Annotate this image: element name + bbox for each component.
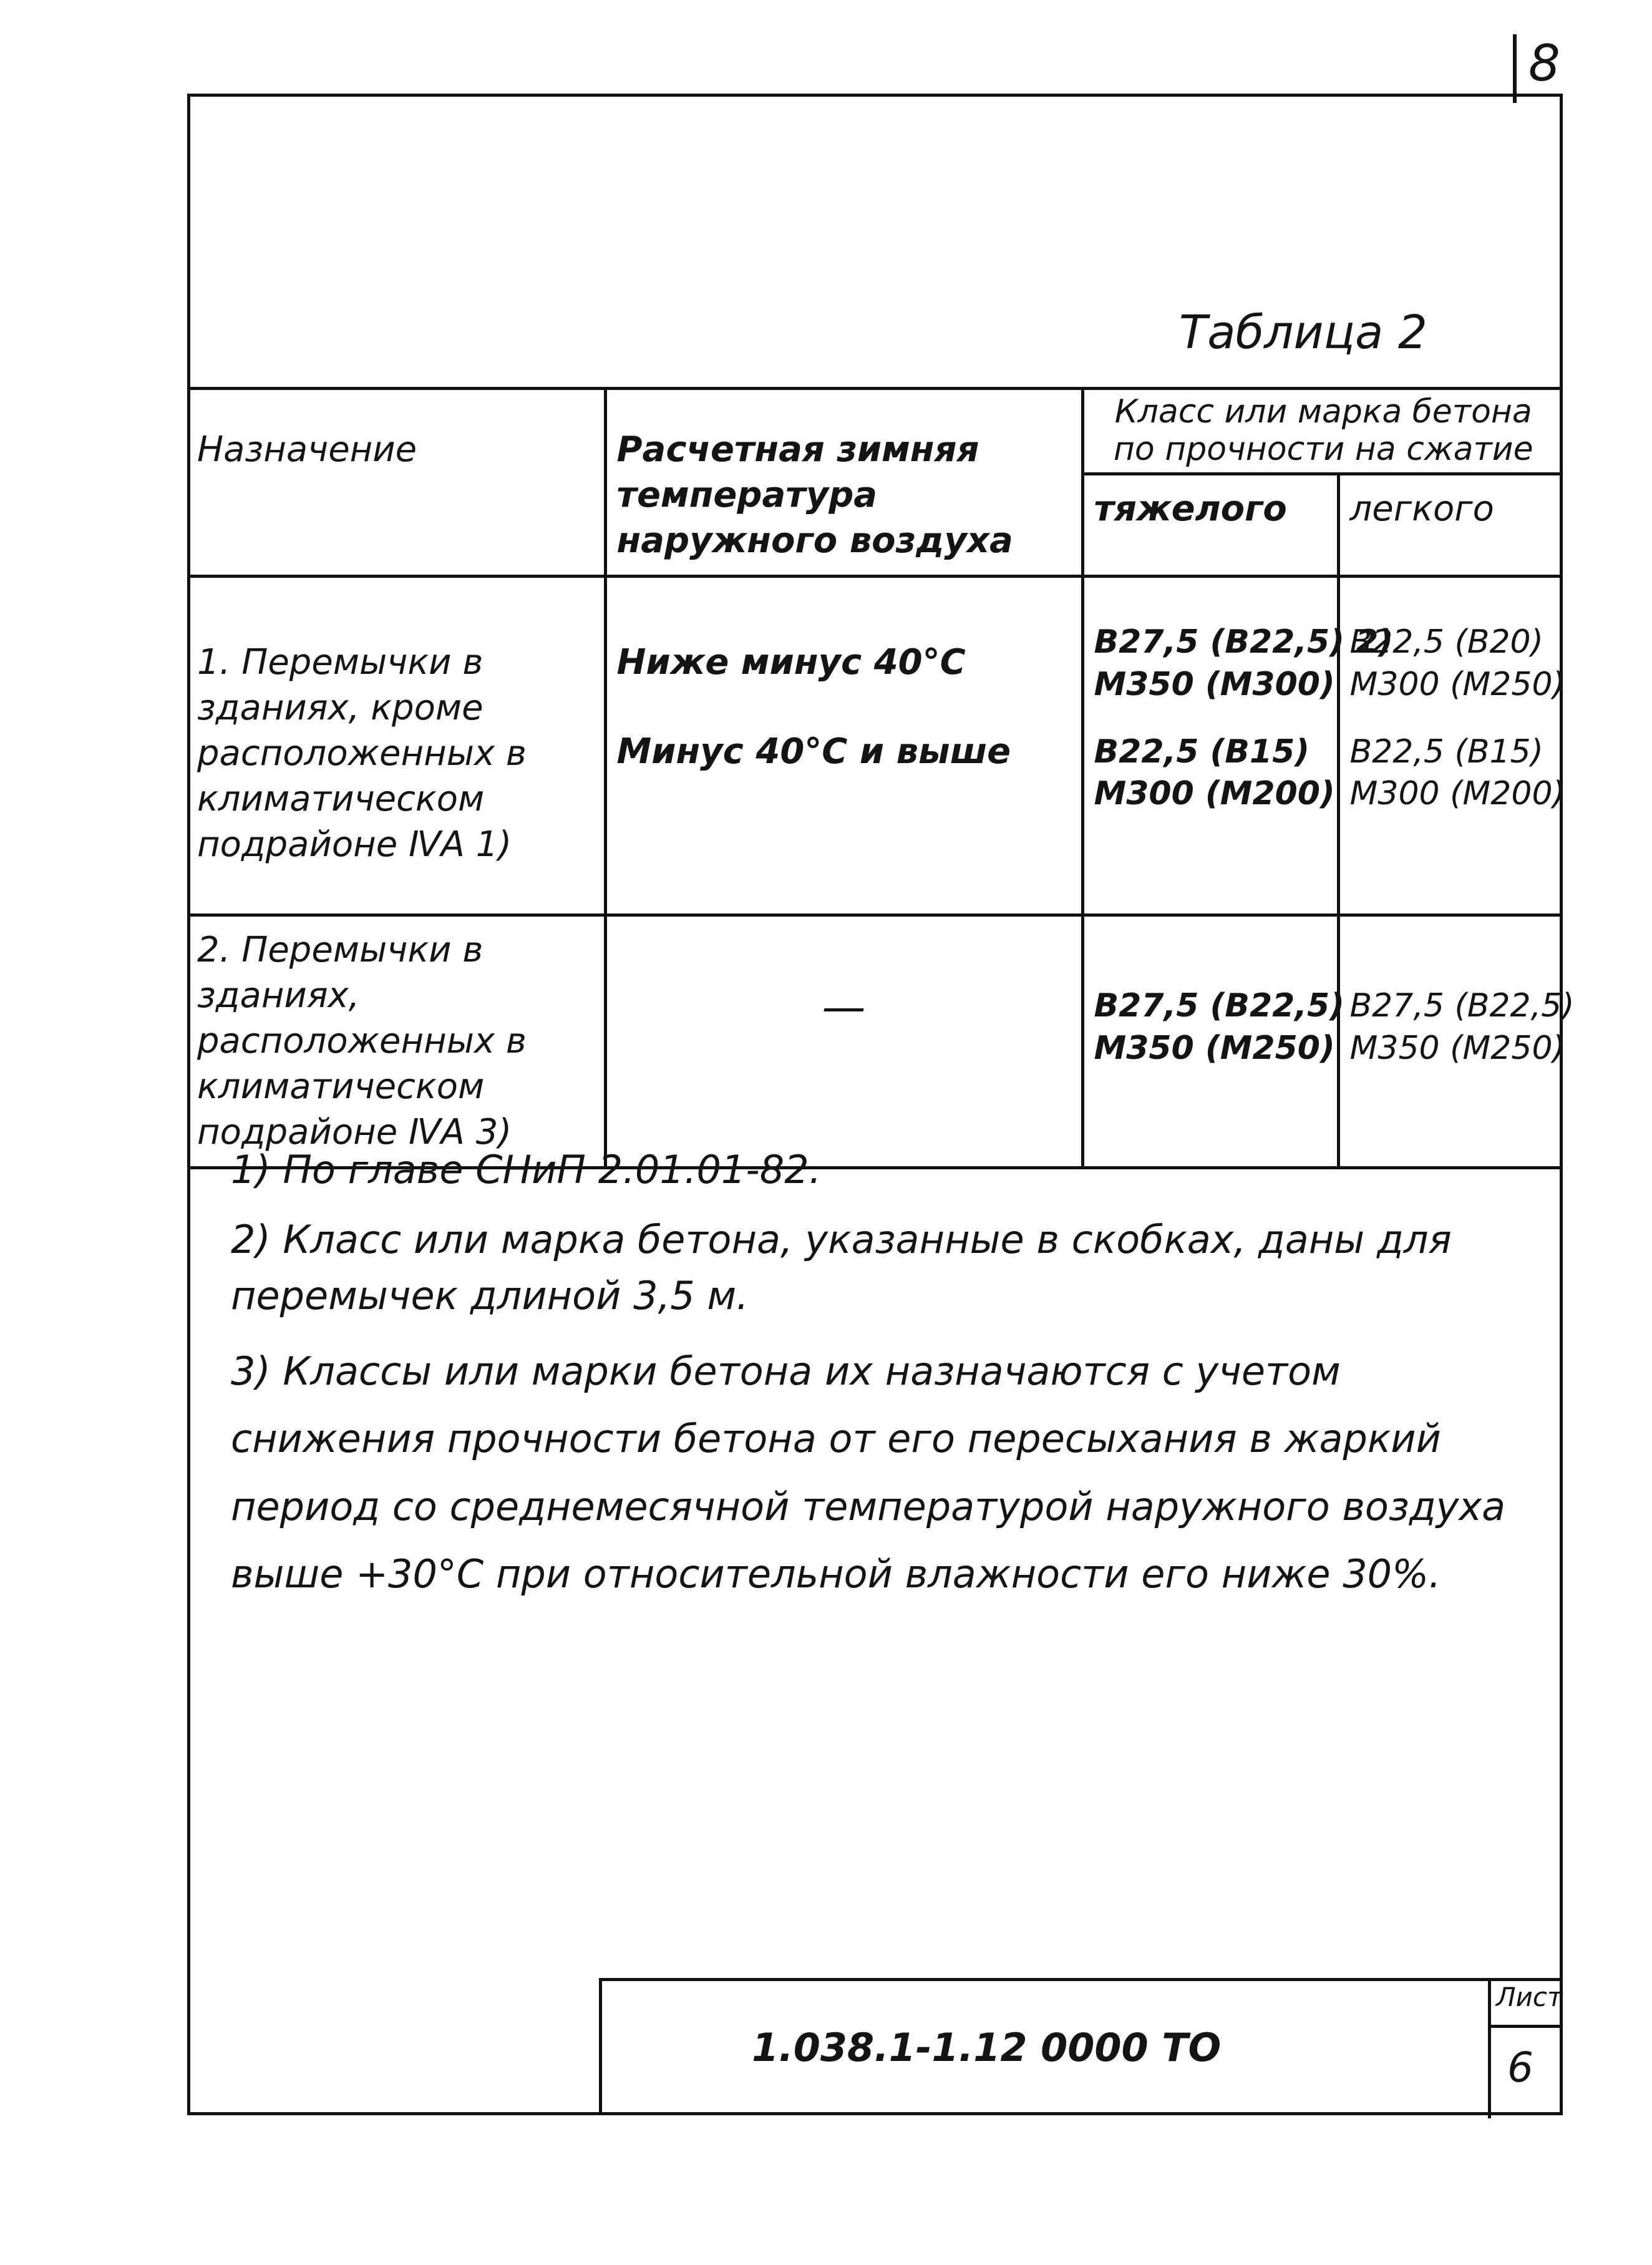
row-2-temperature: — (605, 915, 1082, 1168)
document-code: 1.038.1-1.12 0000 ТО (752, 2025, 1222, 2070)
row-1-light-1-class: В22,5 (В20) (1349, 623, 1543, 661)
footnote-2: 2) Класс или марка бетона, указанные в скобках, даны для перемычек длиной 3,5 м. (231, 1216, 1452, 1318)
row-1-heavy-2-grade: М300 (М200) (1094, 775, 1335, 813)
row-1-temperature (605, 577, 1082, 915)
row-1-light (1338, 577, 1563, 915)
row-1-light-1-grade: М300 (М250) (1349, 665, 1565, 703)
sheet-label: Лист (1496, 1982, 1563, 2012)
table-row (187, 915, 1563, 1168)
row-1-heavy-2-class: В22,5 (В15) (1094, 733, 1310, 771)
row-2-light-grade: М350 (М250) (1349, 1029, 1565, 1067)
row-2-heavy-grade: М350 (М250) (1094, 1029, 1335, 1067)
row-2-heavy (1082, 915, 1345, 1168)
row-1-purpose: 1. Перемычки в зданиях, кроме расположенных в климатическом подрайоне ⅣА 1) (187, 577, 605, 915)
row-2-heavy-class: В27,5 (В22,5) (1094, 987, 1345, 1025)
sheet-number: 6 (1507, 2043, 1533, 2092)
sheet-divider (1491, 2025, 1563, 2028)
sheet-box (1488, 1978, 1563, 2118)
row-1-heavy-1-grade: М350 (М300) (1094, 665, 1335, 703)
table-row (187, 577, 1563, 915)
row-2-light (1338, 915, 1575, 1168)
row-1-temperature-2: Минус 40°С и выше (616, 731, 1011, 772)
header-temperature: Расчетная зимняя температура наружного воздуха (605, 389, 1082, 577)
footnotes (231, 1142, 1528, 1622)
table-title: Таблица 2 (1179, 306, 1427, 359)
footnote-1: 1) По главе СНиП 2.01.01-82. (231, 1147, 822, 1192)
header-light-concrete: легкого (1338, 474, 1563, 577)
concrete-class-table (187, 387, 1575, 1169)
header-heavy-concrete: тяжелого (1082, 474, 1338, 577)
footnote-3: 3) Классы или марки бетона их назначаются с учетом снижения прочности бетона от его пересыхания в жаркий период со среднемесячной температурой наружного воздуха выше +30°С при относительной влажности его ниже 30%. (231, 1348, 1506, 1597)
row-2-purpose: 2. Перемычки в зданиях, расположенных в климатическом подрайоне ⅣА 3) (187, 915, 605, 1168)
header-concrete-class: Класс или марка бетона по прочности на сжатие (1082, 389, 1563, 474)
row-1-heavy (1082, 577, 1394, 915)
row-2-light-class: В27,5 (В22,5) (1349, 987, 1575, 1025)
page-number-divider (1513, 34, 1517, 103)
title-block (599, 1978, 1563, 2115)
page-number: 8 (1528, 34, 1560, 92)
row-1-heavy-1-class: В27,5 (В22,5) 2) (1094, 623, 1394, 661)
row-1-light-2-grade: М300 (М200) (1349, 775, 1565, 813)
row-1-light-2-class: В22,5 (В15) (1349, 733, 1543, 771)
header-purpose: Назначение (187, 389, 605, 577)
row-1-temperature-1: Ниже минус 40°С (616, 642, 966, 683)
